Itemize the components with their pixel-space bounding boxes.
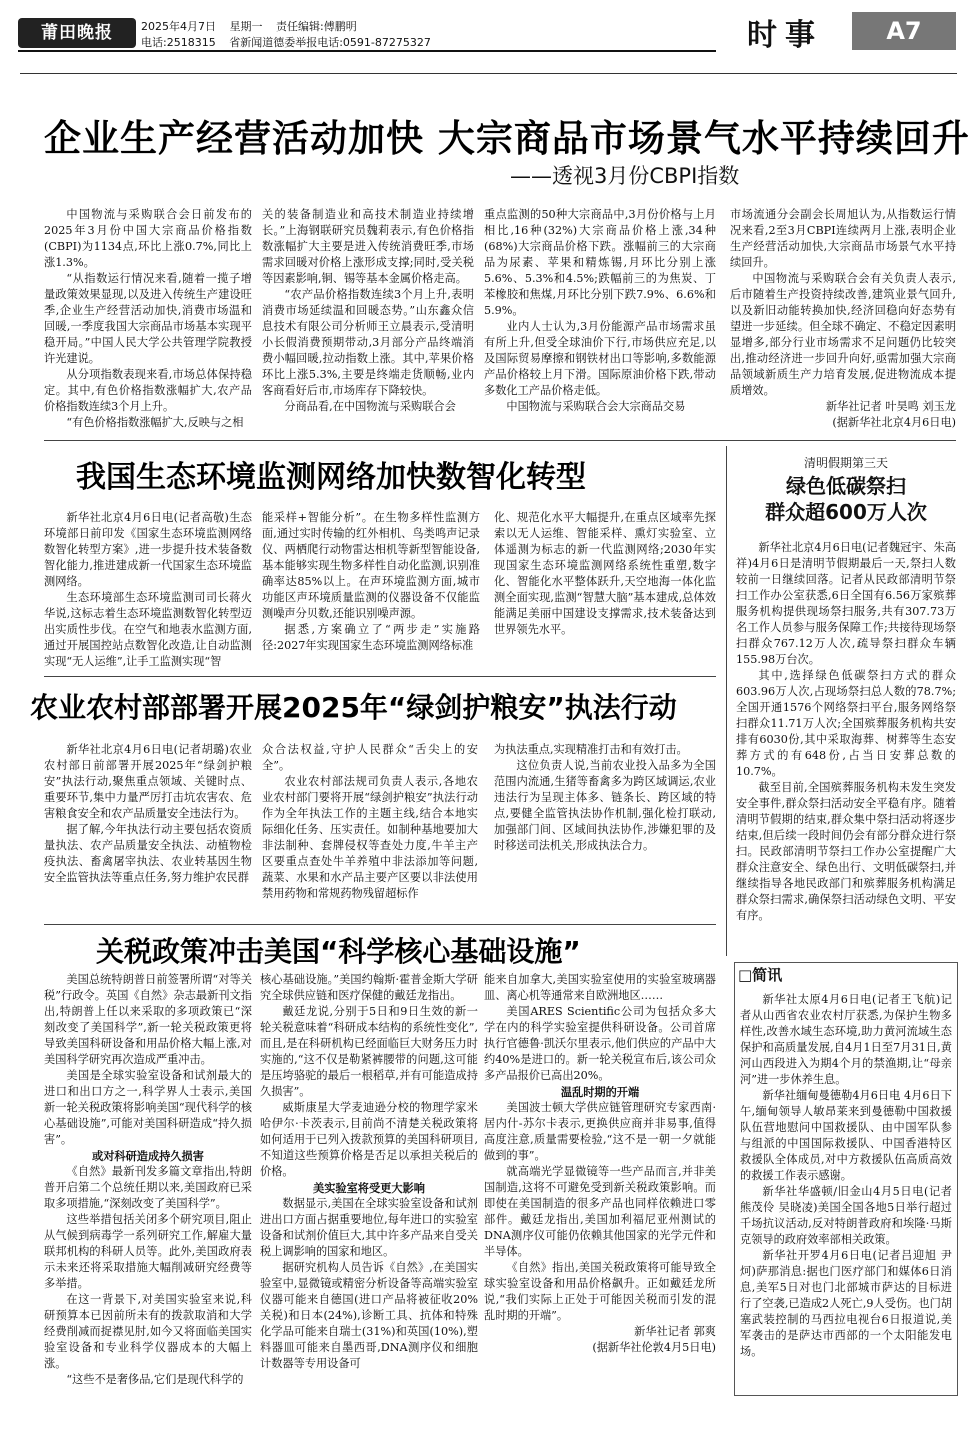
paragraph: 据了解,今年执法行动主要包括农资质量执法、农产品质量安全执法、动植物检疫执法、畜禽屠宰执法、农业转基因生物安全监管执法等重点任务,努力维护农民群 — [44, 823, 252, 884]
paragraph: 中国物流与采购联合会有关负责人表示,后市随着生产投资持续改善,建筑业景气回升,以及新旧动能转换加快,经济回稳向好态势有望进一步延续。但全球不确定、不稳定因素明显增多,部分行业市场需求不足问题仍比较突出,推动经济进一步回升向好,亟需加强大宗商品领域新质生产力培育发展,促进物流成本提质增效。 — [730, 272, 956, 397]
article1-title: 企业生产经营活动加快 大宗商品市场景气水平持续回升 — [44, 117, 970, 160]
article1-subtitle: ——透视3月份CBPI指数 — [510, 164, 740, 188]
masthead-rule — [18, 50, 716, 52]
brief-item: 新华社开罗4月6日电(记者吕迎旭 尹炣)萨那消息:据也门医疗部门和媒体6日消息,美军5日对也门北部城市萨达的目标进行了空袭,已造成2人死亡,9人受伤。也门胡塞武装控制的马西拉电视台6日报道说,美军袭击的是萨达市西部的一个太阳能发电场。 — [740, 1249, 952, 1358]
paragraph: 这些举措包括关闭多个研究项目,阻止从气候到病毒学一系列研究工作,解雇大量联邦机构的科研人员等。此外,美国政府表示未来还将采取措施大幅削减研究经费等多举措。 — [44, 1213, 252, 1290]
paragraph: 《自然》最新刊发多篇文章指出,特朗普开启第二个总统任期以来,美国政府已采取多项措施,“深刻改变了美国科学”。 — [44, 1165, 252, 1210]
paragraph: 农业农村部法规司负责人表示,各地农业农村部门要将开展“绿剑护粮安”执法行动作为全年执法工作的主题主线,结合本地实际细化任务、压实责任。如制种基地要加大非法制种、套牌侵权等查处力度,牛羊主产区要重点查处牛羊养殖中非法添加等问题,蔬菜、水果和水产品主要产区要以非法使用禁用药物和常规药物残留超标作 — [262, 775, 478, 900]
article1-column-1 — [44, 207, 252, 437]
paragraph: 从分项指数表现来看,市场总体保持稳定。其中,有色价格指数涨幅扩大,农产品价格指数连续3个月上升。 — [44, 368, 252, 413]
side-article-body — [736, 540, 956, 946]
paragraph: 美国是全球实验室设备和试剂最大的进口和出口方之一,科学界人士表示,美国新一轮关税政策将影响美国“现代科学的核心基础设施”,可能对美国科研造成“持久损害”。 — [44, 1069, 252, 1146]
issue-weekday: 星期一 — [229, 20, 263, 33]
article1-column-3 — [484, 207, 716, 437]
side-article-kicker: 清明假期第三天 — [803, 456, 888, 470]
newspaper-logo: 莆田晚报 — [18, 18, 136, 48]
paragraph: “这些不是奢侈品,它们是现代科学的 — [66, 1373, 244, 1386]
paragraph: 众合法权益,守护人民群众“舌尖上的安全”。 — [262, 743, 478, 772]
article3-title: 农业农村部部署开展2025年“绿剑护粮安”执法行动 — [30, 691, 677, 724]
paragraph: 化、规范化水平大幅提升,在重点区域率先探索以无人运维、智能采样、熏灯实验室、立体遥测为标志的新一代监测网络;2030年实现国家生态环境监测网络系统性重塑,数字化、智能化水平整体跃升,天空地海一体化监测全面实现,监测“智慧大脑”基本建成,总体效能满足美丽中国建设支撑需求,技术装备达到世界领先水平。 — [494, 511, 716, 636]
issue-date: 2025年4月7日 — [141, 20, 216, 33]
divider — [44, 676, 716, 677]
paragraph: 中国物流与采购联合会日前发布的2025年3月份中国大宗商品价格指数(CBPI)为1134点,环比上涨0.7%,同比上涨1.3%。 — [44, 208, 252, 269]
paragraph: 戴廷龙说,分别于5日和9日生效的新一轮关税意味着“科研成本结构的系统性变化”,而且,是在科研机构已经面临巨大财务压力时实施的,“这不仅是勒紧裤腰带的问题,这可能是压垮骆驼的最后一根稻草,并有可能造成持久损害”。 — [260, 1005, 478, 1098]
paragraph: 能来自加拿大,美国实验室使用的实验室玻璃器皿、离心机等通常来自欧洲地区…… — [484, 973, 716, 1002]
header-divider — [20, 73, 957, 74]
paragraph: 中国物流与采购联合会大宗商品交易 — [506, 400, 686, 413]
section-name: 时事 — [747, 18, 823, 53]
paragraph: 其中,选择绿色低碳祭扫方式的群众603.96万人次,占现场祭扫总人数的78.7%;全国开通1576个网络祭扫平台,服务网络祭扫群众11.71万人次;全国殡葬服务机构共安排有6030份,其中采取海葬、树葬等生态安葬方式的有648份,占当日安葬总数的10.7%。 — [736, 669, 956, 778]
column-divider — [726, 446, 727, 956]
report-phone: 省新闻道德委举报电话:0591-87275327 — [229, 36, 431, 49]
brief-item: 新华社华盛顿/旧金山4月5日电(记者熊茂伶 吴晓凌)美国全国各地5日举行超过千场抗议活动,反对特朗普政府和埃隆·马斯克领导的政府效率部相关政策。 — [740, 1185, 952, 1246]
article4-subheading: 美实验室将受更大影响 — [313, 1181, 425, 1195]
article3-column-1 — [44, 742, 252, 922]
paragraph: 在这一背景下,对美国实验室来说,科研预算本已因前所未有的拨款取消和大学经费削减而捉襟见肘,如今又将面临美国实验室设备和专业科学仪器成本的大幅上涨。 — [44, 1293, 252, 1370]
side-article-title-line-1: 绿色低碳祭扫 — [786, 474, 906, 498]
paragraph: 截至目前,全国殡葬服务机构未发生突发安全事件,群众祭扫活动安全平稳有序。随着清明节假期的结束,群众集中祭扫活动将逐步结束,但后续一段时间仍会有部分群众进行祭扫。民政部清明节祭扫工作办公室提醒广大群众注意安全、绿色出行、文明低碳祭扫,并继续指导各地民政部门和殡葬服务机构满足群众祭扫需求,确保祭扫活动绿色文明、平安有序。 — [736, 781, 956, 922]
brief-item: 新华社缅甸曼德勒4月6日电 4月6日下午,缅甸领导人敏昂莱来到曼德勒中国救援队伍营地慰问中国救援队、由中国军队参与组派的中国国际救援队、中国香港特区救援队全体成员,对中方救援队伍高质高效的救援工作表示感谢。 — [740, 1089, 952, 1182]
article2-column-3 — [494, 510, 716, 672]
article3-column-3 — [494, 742, 716, 922]
article4-column-2 — [260, 972, 478, 1412]
article4-subheading: 温乱时期的开端 — [560, 1085, 640, 1099]
paragraph: 能采样+智能分析”。在生物多样性监测方面,通过实时传输的红外相机、鸟类鸣声记录仪、两栖爬行动物雷达相机等新型智能设备,基本能够实现生物多样性自动化监测,识别准确率达85%以上。在声环境监测方面,城市功能区声环境质量监测的仪器设备不仅能监测噪声分贝数,还能识别噪声源。 — [262, 511, 480, 620]
paragraph: 新华社北京4月6日电(记者魏冠宇、朱高祥)4月6日是清明节假期最后一天,祭扫人数较前一日继续回落。记者从民政部清明节祭扫工作办公室获悉,6日全国有6.56万家殡葬服务机构提供现场祭扫服务,共有307.73万名工作人员参与服务保障工作;共接待现场祭扫群众767.12万人次,疏导祭扫群众车辆155.98万台次。 — [736, 541, 956, 666]
article4-column-3 — [484, 972, 716, 1412]
paragraph: 核心基础设施。”美国约翰斯·霍普金斯大学研究全球供应链和医疗保健的戴廷龙指出。 — [260, 973, 478, 1002]
article4-column-1 — [44, 972, 252, 1412]
paragraph: 数据显示,美国在全球实验室设备和试剂进出口方面占据重要地位,每年进口的实验室设备和试剂价值巨大,其中许多产品来自受关税上调影响的国家和地区。 — [260, 1197, 478, 1258]
divider — [44, 924, 716, 925]
paragraph: 威斯康星大学麦迪逊分校的物理学家米哈伊尔·卡茨表示,目前尚不清楚关税政策将如何适用于已列入拨款预算的美国科研项目,不知道这些预算价格是否足以承担关税后的价格。 — [260, 1101, 478, 1178]
page-number: A7 — [852, 12, 956, 50]
masthead-line-1 — [141, 18, 367, 34]
article1-dateline: (据新华社北京4月6日电) — [832, 416, 956, 429]
paragraph: 《自然》指出,美国关税政策将可能导致全球实验室设备和用品价格飙升。正如戴廷龙所说,“我们实际上正处于可能因关税而引发的混乱时期的开端”。 — [484, 1261, 716, 1322]
paragraph: “农产品价格指数连续3个月上升,表明消费市场延续温和回暖态势。”山东鑫众信息技术有限公司分析师王立晨表示,受清明小长假消费预期带动,3月部分产品终端消费小幅回暖,拉动指数上涨。其中,苹果价格环比上涨5.3%,主要是终端走货顺畅,业内客商看好后市,市场库存下降较快。 — [262, 288, 474, 397]
article2-column-2 — [262, 510, 480, 672]
article1-column-4 — [730, 207, 956, 437]
paragraph: 就高端光学显微镜等一些产品而言,并非美国制造,这将不可避免受到新关税政策影响。而即使在美国制造的很多产品也同样依赖进口零部件。戴廷龙指出,美国加利福尼亚州测试的DNA测序仪可能仍依赖其他国家的光学元件和半导体。 — [484, 1165, 716, 1258]
paragraph: 为执法重点,实现精准打击和有效打击。 — [494, 743, 688, 756]
paragraph: 业内人士认为,3月份能源产品市场需求虽有所上升,但受全球油价下行,市场供应充足,以及国际贸易摩擦和钢铁材出口等影响,多数能源产品价格较上月下滑。国际原油价格下跌,带动多数化工产品价格走低。 — [484, 320, 716, 397]
paragraph: 分商品看,在中国物流与采购联合会 — [284, 400, 456, 413]
paragraph: 据悉,方案确立了“两步走”实施路径:2027年实现国家生态环境监测网络标准 — [262, 623, 480, 652]
paragraph: “有色价格指数涨幅扩大,反映与之相 — [66, 416, 244, 429]
paragraph: 据研究机构人员告诉《自然》,在美国实验室中,显微镜或精密分析设备等高端实验室仪器可能来自德国(进口产品将被征收20%关税)和日本(24%),诊断工具、抗体和特殊化学品可能来自瑞士(31%)和英国(10%),塑料器皿可能来自墨西哥,DNA测序仪和细胞计数器等专用设备可 — [260, 1261, 478, 1370]
paragraph: 市场流通分会副会长周旭认为,从指数运行情况来看,2至3月CBPI连续两月上涨,表明企业生产经营活动加快,大宗商品市场景气水平持续回升。 — [730, 208, 956, 269]
paragraph: 美国波士顿大学供应链管理研究专家西南·居内什-苏尔卡表示,更换供应商并非易事,值得高度注意,质量需要检验,“这不是一朝一夕就能做到的事”。 — [484, 1101, 716, 1162]
article4-dateline: (据新华社伦敦4月5日电) — [592, 1341, 716, 1354]
paragraph: 生态环境部生态环境监测司司长蒋火华说,这标志着生态环境监测数智化转型迈出实质性步伐。在空气和地表水监测方面,通过开展国控站点数智化改造,让自动监测实现“无人运维”,让手工监测实现“智 — [44, 591, 252, 668]
article4-title: 关税政策冲击美国“科学核心基础设施” — [96, 935, 581, 968]
paragraph: “从指数运行情况来看,随着一揽子增量政策效果显现,以及进入传统生产建设旺季,企业生产经营活动加快,消费市场温和回暖,一季度我国大宗商品市场基本实现平稳开局。”中国人民大学公共管理学院教授许光建说。 — [44, 272, 252, 365]
editor-phone: 电话:2518315 — [141, 36, 216, 49]
article1-column-2 — [262, 207, 474, 437]
article2-title: 我国生态环境监测网络加快数智化转型 — [76, 460, 586, 495]
article2-column-1 — [44, 510, 252, 672]
paragraph: 新华社北京4月6日电(记者胡璐)农业农村部日前部署开展2025年“绿剑护粮安”执法行动,聚焦重点领域、关键时点、重要环节,集中力量严厉打击坑农害农、危害粮食安全和农产品质量安全违法行为。 — [44, 743, 252, 820]
paragraph: 新华社北京4月6日电(记者高敬)生态环境部日前印发《国家生态环境监测网络数智化转型方案》,进一步提升技术装备数智化能力,推进建成新一代国家生态环境监测网络。 — [44, 511, 252, 588]
paragraph: 这位负责人说,当前农业投入品多为全国范围内流通,生猪等畜禽多为跨区域调运,农业违法行为呈现主体多、链条长、跨区域的特点,要健全监管执法协作机制,强化检打联动,加强部门间、区域间执法协作,涉嫌犯罪的及时移送司法机关,形成执法合力。 — [494, 759, 716, 852]
responsible-editor: 责任编辑:傅鹏明 — [276, 20, 357, 33]
briefs-title: □简讯 — [738, 966, 783, 984]
paragraph: 美国ARES Scientific公司为包括众多大学在内的科学实验室提供科研设备。公司首席执行官德鲁·凯沃尔里表示,他们供应的产品中大约40%是进口的。新一轮关税宣布后,该公司众多产品报价已高出20%。 — [484, 1005, 716, 1082]
article3-column-2 — [262, 742, 478, 922]
article4-byline: 新华社记者 郭爽 — [634, 1325, 716, 1338]
article1-byline: 新华社记者 叶昊鸣 刘玉龙 — [825, 400, 956, 413]
paragraph: 关的装备制造业和高技术制造业持续增长。”上海钢联研究员魏莉表示,有色价格指数涨幅扩大主要是进入传统消费旺季,市场需求回暖对价格上涨形成支撑;同时,受关税等因素影响,铜、锡等基本金属价格走高。 — [262, 208, 474, 285]
masthead-line-2 — [141, 34, 441, 50]
paragraph: 美国总统特朗普日前签署所谓“对等关税”行政令。英国《自然》杂志最新刊文指出,特朗普上任以来采取的多项政策已“深刻改变了美国科学”,新一轮关税政策更将导致美国科研设备和用品价格大幅上涨,对美国科学研究再次造成严重冲击。 — [44, 973, 252, 1066]
paragraph: 重点监测的50种大宗商品中,3月份价格与上月相比,16种(32%)大宗商品价格上涨,34种(68%)大宗商品价格下跌。涨幅前三的大宗商品为尿素、苹果和精炼锡,月环比分别上涨5.6%、5.3%和4.5%;跌幅前三的为焦炭、丁苯橡胶和焦煤,月环比分别下跌7.9%、6.6%和5.9%。 — [484, 208, 716, 317]
divider — [44, 440, 956, 441]
article4-subheading: 或对科研造成持久损害 — [92, 1149, 204, 1163]
brief-item: 新华社太原4月6日电(记者王飞航)记者从山西省农业农村厅获悉,为保护生物多样性,改善水域生态环境,助力黄河流域生态保护和高质量发展,自4月1日至7月31日,黄河山西段进入为期4个月的禁渔期,让“母亲河”进一步休养生息。 — [740, 993, 952, 1086]
masthead — [0, 0, 977, 73]
briefs-body — [740, 992, 952, 1394]
side-article-title-line-2: 群众超600万人次 — [765, 500, 927, 524]
